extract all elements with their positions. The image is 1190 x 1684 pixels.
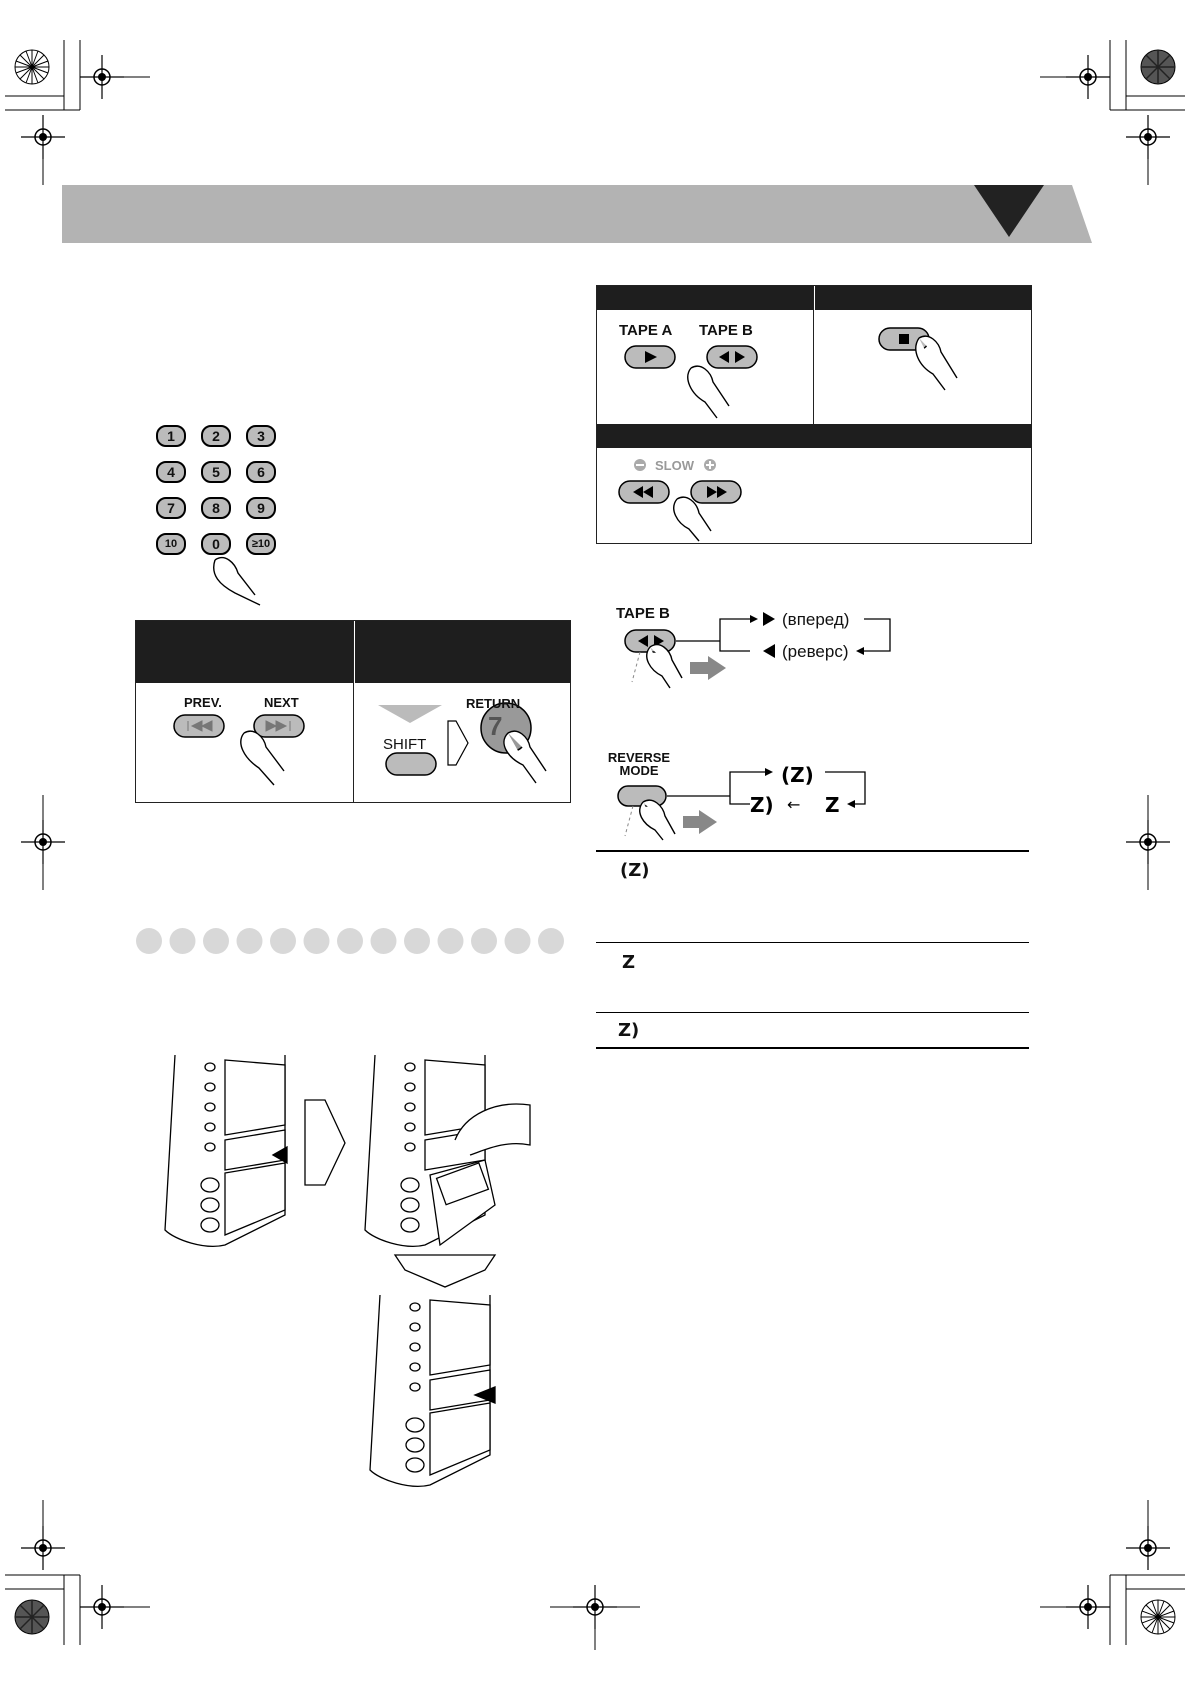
divider-dot (505, 928, 531, 954)
reverse-mode-diagram (615, 763, 895, 838)
finger-press-icon (640, 800, 675, 840)
both-sides-icon: Z) (618, 1020, 640, 1041)
divider-dot (304, 928, 330, 954)
finger-press-icon (504, 731, 546, 783)
finger-press-icon (241, 731, 284, 785)
divider-dot (270, 928, 296, 954)
number-key[interactable]: ≥10 (246, 533, 276, 555)
skip-controls-table (135, 620, 571, 803)
reverse-mode-table (596, 850, 1029, 1050)
table-header-cell (815, 286, 1032, 310)
reverse-mode-label: REVERSE MODE (607, 750, 671, 778)
tape-a-label: TAPE A (619, 322, 673, 339)
tape-b-play-button[interactable] (707, 346, 757, 368)
forward-icon (763, 612, 775, 626)
table-header-cell (355, 621, 571, 683)
divider-dot (237, 928, 263, 954)
one-side-icon: Z (622, 952, 636, 973)
number-key[interactable]: 8 (201, 497, 231, 519)
cassette-loading-illustration (155, 1055, 555, 1485)
reverse-label: (реверс) (782, 642, 849, 661)
divider-dot (337, 928, 363, 954)
number-key[interactable]: 4 (156, 461, 186, 483)
divider-dot (203, 928, 229, 954)
tape-b-label: TAPE B (699, 322, 753, 339)
number-key[interactable]: 6 (246, 461, 276, 483)
number-key[interactable]: 7 (156, 497, 186, 519)
both-sides-icon: Z) (750, 793, 774, 817)
divider-dot (538, 928, 564, 954)
step-arrow-icon (305, 1100, 345, 1185)
table-header-cell (136, 621, 354, 683)
number-key[interactable]: 3 (246, 425, 276, 447)
next-label: NEXT (264, 695, 299, 710)
finger-press-icon (210, 555, 270, 605)
tape-controls-table (596, 285, 1032, 544)
return-key-number: 7 (488, 711, 503, 741)
number-key[interactable]: 9 (246, 497, 276, 519)
direction-tape-b-label: TAPE B (616, 605, 670, 622)
motion-arrow-icon (683, 810, 717, 834)
finger-press-icon (688, 366, 729, 418)
one-side-icon: Z (825, 793, 840, 817)
divider-dot (136, 928, 162, 954)
shift-label: SHIFT (383, 736, 427, 753)
reverse-icon (763, 644, 775, 658)
table-header-cell (597, 424, 1032, 448)
forward-label: (вперед) (782, 610, 850, 629)
shift-button[interactable] (386, 753, 436, 775)
divider-dot (404, 928, 430, 954)
number-key[interactable]: 2 (201, 425, 231, 447)
numeric-keypad (150, 425, 290, 605)
divider-dot (471, 928, 497, 954)
number-key[interactable]: 10 (156, 533, 186, 555)
number-key[interactable]: 5 (201, 461, 231, 483)
slow-label: SLOW (655, 458, 694, 473)
number-key[interactable]: 1 (156, 425, 186, 447)
shift-arrow-icon (378, 705, 442, 723)
finger-press-icon (916, 336, 957, 390)
section-dots-divider (135, 925, 565, 957)
table-header-cell (597, 286, 814, 310)
prev-label: PREV. (184, 695, 222, 710)
finger-press-icon (674, 497, 711, 541)
stop-icon (899, 334, 909, 344)
continuous-reverse-icon: (Z) (620, 860, 650, 881)
divider-dot (170, 928, 196, 954)
then-arrow-icon (448, 721, 468, 765)
number-key[interactable]: 0 (201, 533, 231, 555)
section-banner (62, 185, 1032, 245)
return-label: RETURN (466, 696, 521, 711)
direction-diagram (620, 612, 900, 692)
divider-dot (438, 928, 464, 954)
divider-dot (371, 928, 397, 954)
svg-text:←: ← (787, 795, 801, 814)
motion-arrow-icon (690, 656, 726, 680)
continuous-reverse-icon: (Z) (781, 763, 814, 787)
step-arrow-down-icon (395, 1255, 495, 1287)
